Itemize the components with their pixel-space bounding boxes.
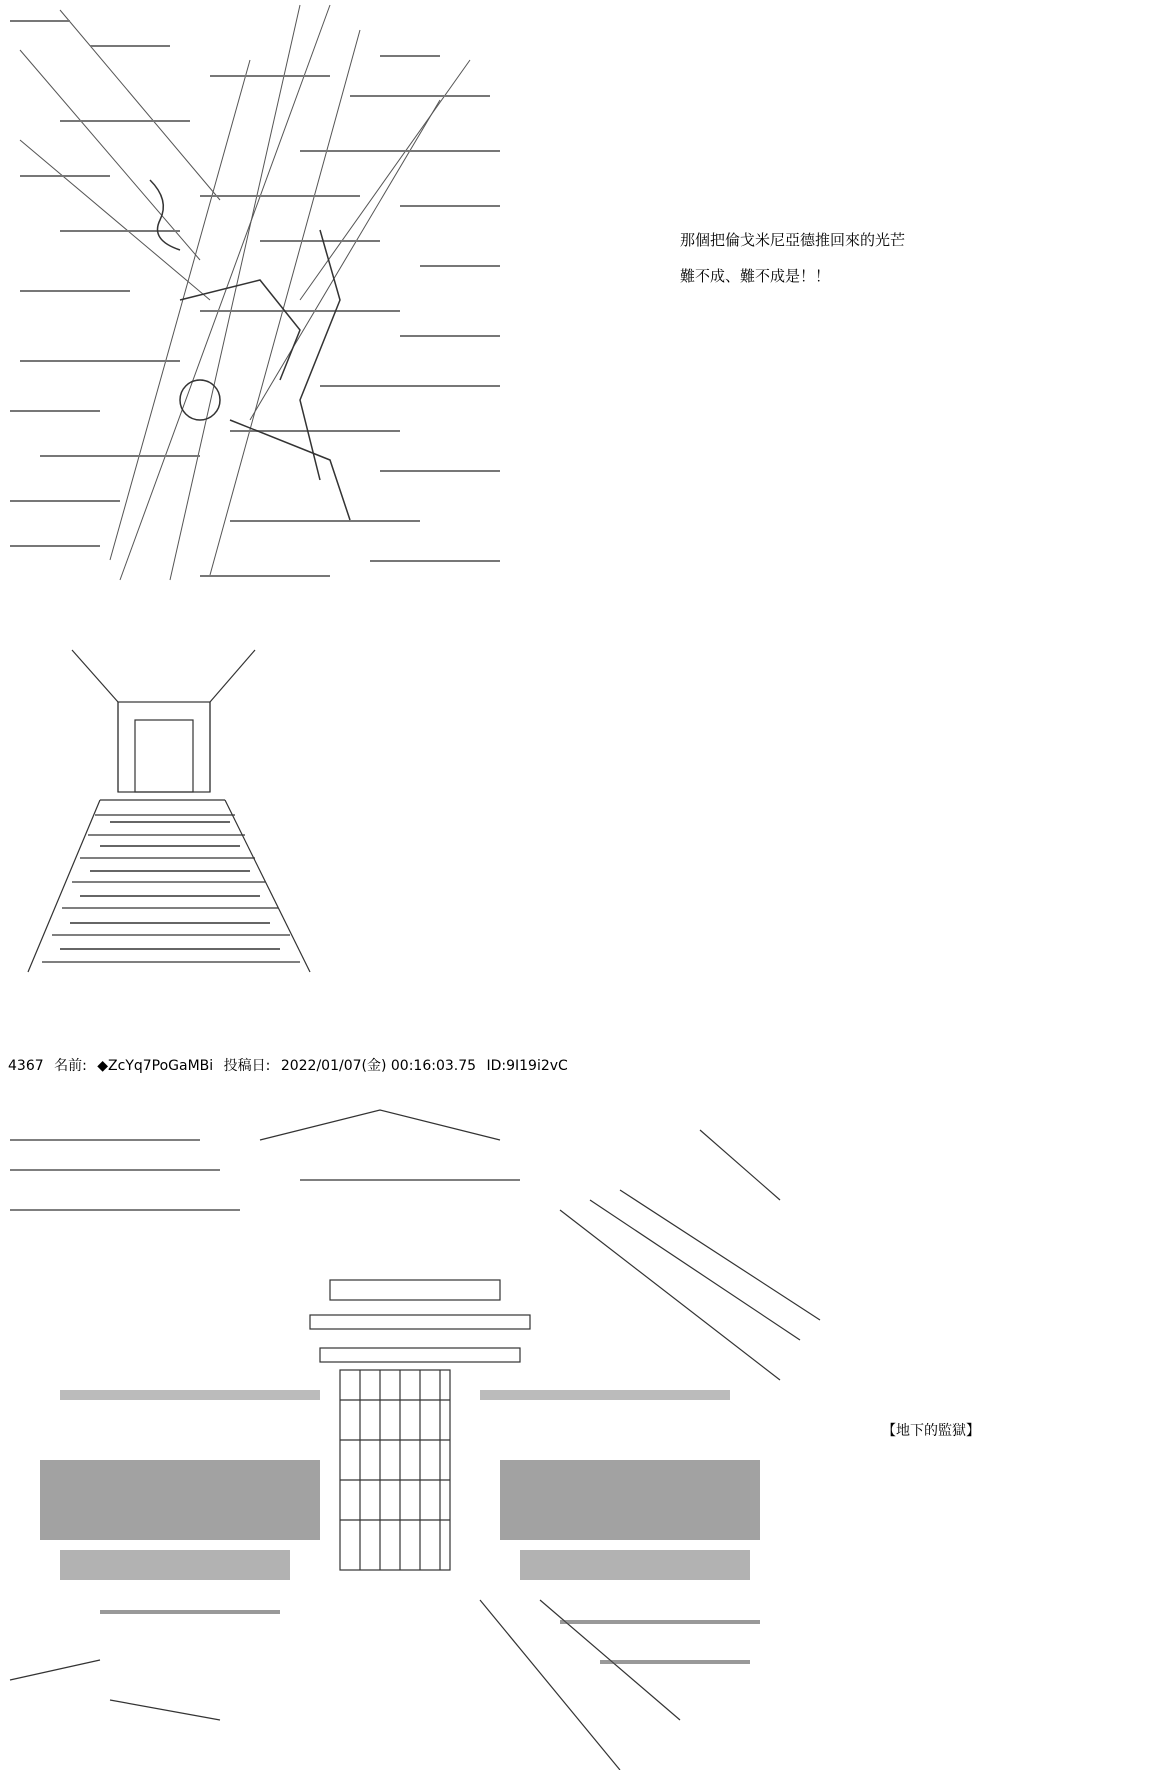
ascii-art-underground-prison — [0, 1080, 860, 1770]
location-caption: 【地下的監獄】 — [882, 1423, 980, 1439]
post-name-label: 名前: — [54, 1058, 87, 1074]
post-id: ID:9I19i2vC — [486, 1058, 568, 1074]
ascii-art-doorway-stairs — [0, 640, 340, 980]
dialogue-line-2: 難不成、難不成是！！ — [680, 267, 831, 285]
post-posted-label: 投稿日: — [223, 1058, 271, 1074]
dialogue-text — [680, 222, 905, 294]
post-number: 4367 — [8, 1058, 44, 1074]
dialogue-line-1: 那個把倫戈米尼亞德推回來的光芒 — [680, 231, 906, 249]
post-header — [8, 1055, 574, 1075]
post-datetime: 2022/01/07(金) 00:16:03.75 — [280, 1058, 477, 1074]
post-trip: ◆ZcYq7PoGaMBi — [97, 1058, 214, 1074]
ascii-art-battle-scene — [0, 0, 520, 585]
